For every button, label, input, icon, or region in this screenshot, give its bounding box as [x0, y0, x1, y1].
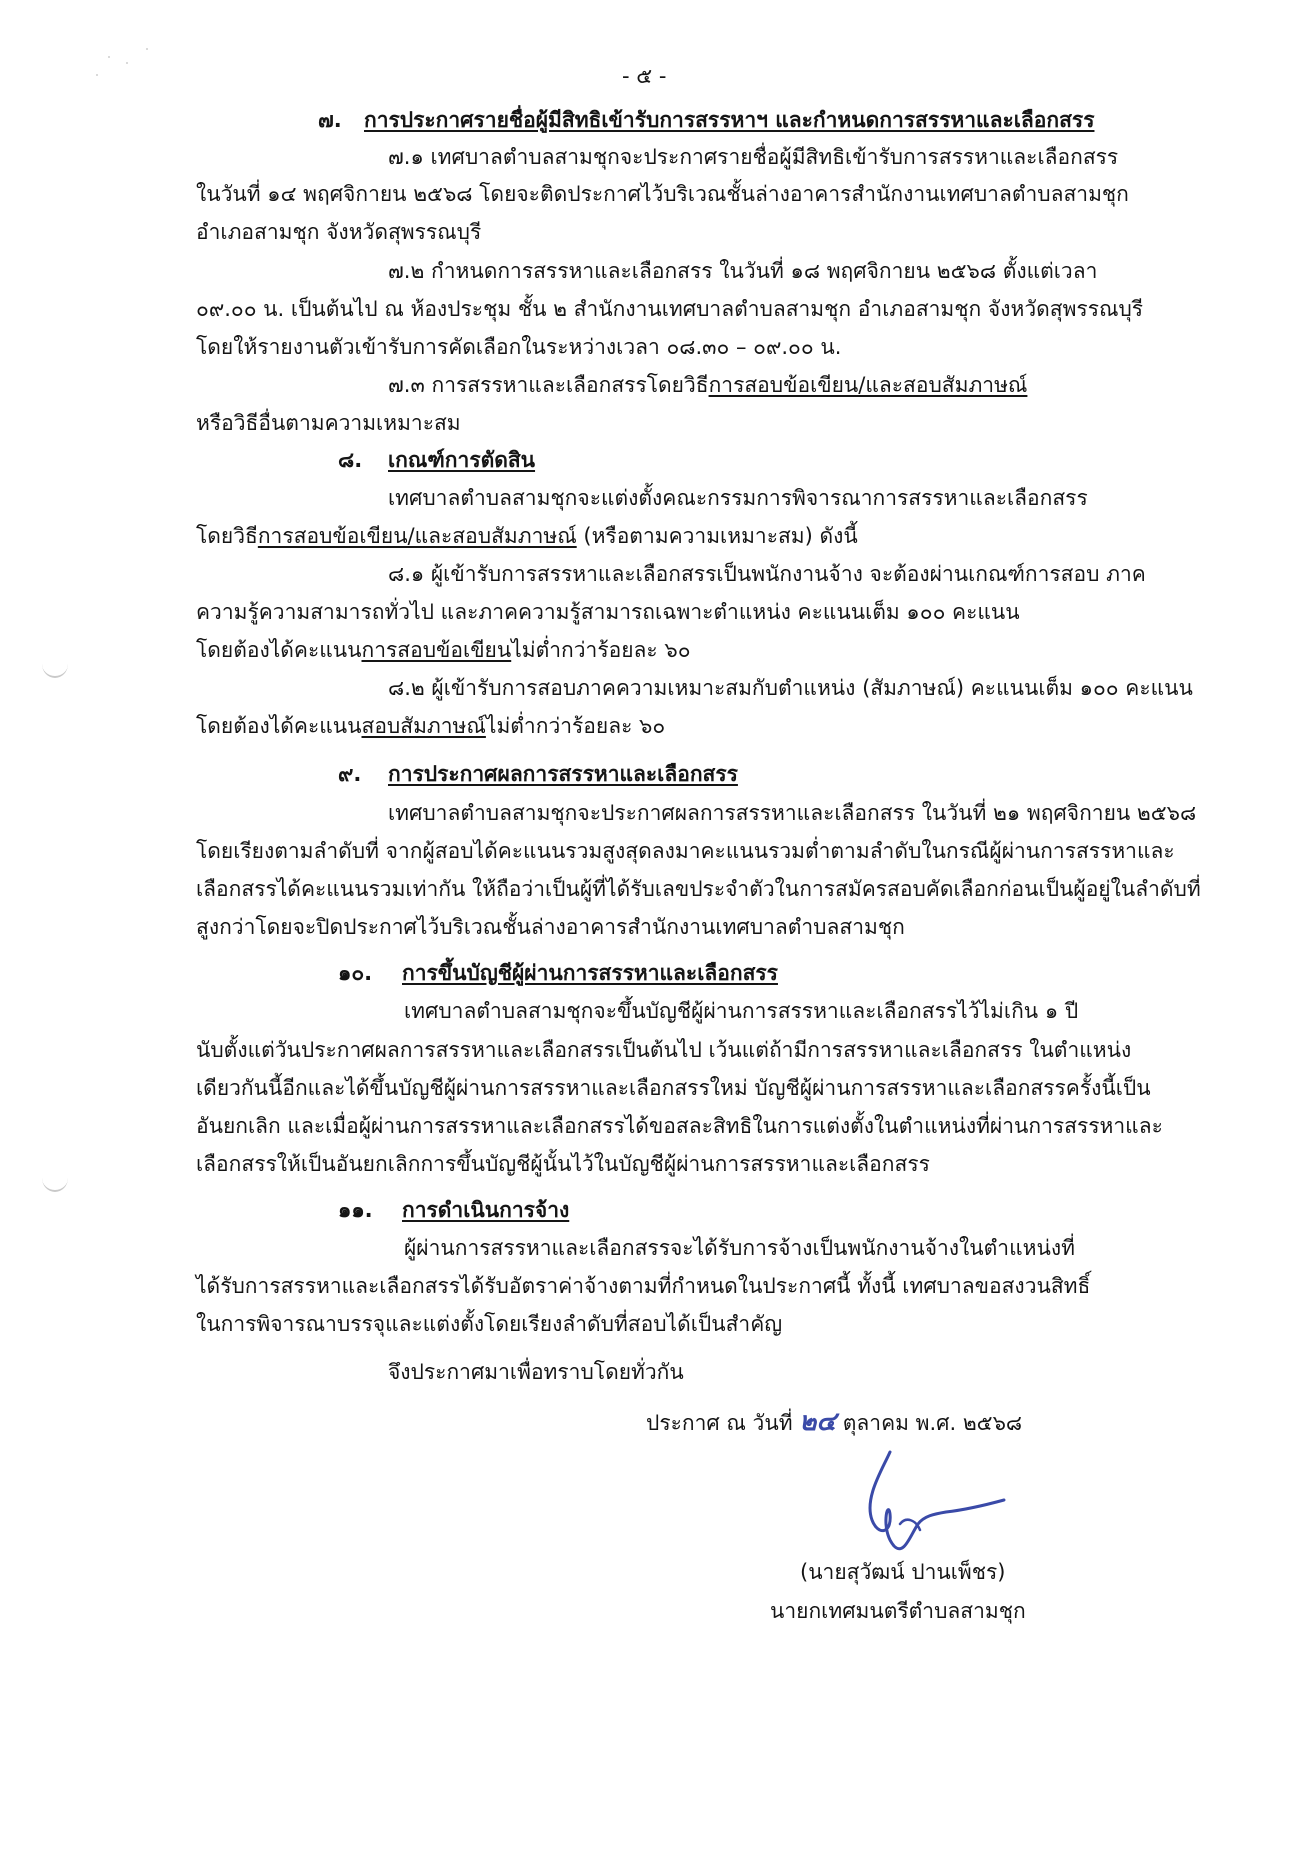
section-11-number: ๑๑. [338, 1198, 373, 1222]
section-8-2-interview: สอบสัมภาษณ์ [361, 714, 486, 738]
section-11-heading: การดำเนินการจ้าง [402, 1198, 570, 1222]
section-8-1-line-3 [196, 636, 691, 664]
section-10-line-5: เลือกสรรให้เป็นอันยกเลิกการขึ้นบัญชีผู้นั้นไว้ในบัญชีผู้ผ่านการสรรหาและเลือกสรร [196, 1152, 930, 1176]
section-7-heading: การประกาศรายชื่อผู้มีสิทธิเข้ารับการสรรหาฯ และกำหนดการสรรหาและเลือกสรร [364, 108, 1095, 132]
section-8-2-tail: ไม่ต่ำกว่าร้อยละ ๖๐ [485, 714, 666, 738]
section-8-number: ๘. [338, 448, 363, 472]
announcement-month-year: ตุลาคม พ.ศ. ๒๕๖๘ [842, 1411, 1023, 1435]
announcement-date [646, 1408, 1022, 1437]
section-7-2-line-1: ๗.๒ กำหนดการสรรหาและเลือกสรร ในวันที่ ๑๘ พฤศจิกายน ๒๕๖๘ ตั้งแต่เวลา [388, 259, 1098, 283]
section-11-line-2: ได้รับการสรรหาและเลือกสรรได้รับอัตราค่าจ้างตามที่กำหนดในประกาศนี้ ทั้งนี้ เทศบาลขอสงวนสิทธิ์ [196, 1274, 1091, 1298]
section-7-1-line-1: ๗.๑ เทศบาลตำบลสามชุกจะประกาศรายชื่อผู้มีสิทธิเข้ารับการสรรหาและเลือกสรร [388, 145, 1119, 169]
section-8-intro-line-1: เทศบาลตำบลสามชุกจะแต่งตั้งคณะกรรมการพิจารณาการสรรหาและเลือกสรร [388, 486, 1088, 510]
section-8-2-text: โดยต้องได้คะแนน [196, 714, 362, 738]
section-8-intro-method: การสอบข้อเขียน/และสอบสัมภาษณ์ [257, 524, 577, 548]
section-8-intro-tail: (หรือตามความเหมาะสม) ดังนี้ [576, 524, 858, 548]
section-9-number: ๙. [338, 762, 362, 786]
section-10-line-3: เดียวกันนี้อีกและได้ขึ้นบัญชีผู้ผ่านการสรรหาและเลือกสรรใหม่ บัญชีผู้ผ่านการสรรหาและเลือกสรรครั้งนี้เป็น [196, 1076, 1151, 1100]
section-8-1-text: โดยต้องได้คะแนน [196, 638, 362, 662]
section-9-line-1: เทศบาลตำบลสามชุกจะประกาศผลการสรรหาและเลือกสรร ในวันที่ ๒๑ พฤศจิกายน ๒๕๖๘ [388, 801, 1197, 825]
section-9-line-4: สูงกว่าโดยจะปิดประกาศไว้บริเวณชั้นล่างอาคารสำนักงานเทศบาลตำบลสามชุก [196, 915, 905, 939]
signer-name: (นายสุวัฒน์ ปานเพ็ชร) [800, 1560, 1006, 1584]
section-9-line-2: โดยเรียงตามลำดับที่ จากผู้สอบได้คะแนนรวมสูงสุดลงมาคะแนนรวมต่ำตามลำดับในกรณีผู้ผ่านการสรรหาและ [196, 839, 1175, 863]
section-8-heading: เกณฑ์การตัดสิน [388, 448, 536, 472]
closing-statement: จึงประกาศมาเพื่อทราบโดยทั่วกัน [388, 1360, 684, 1384]
section-8-intro-text: โดยวิธี [196, 524, 258, 548]
section-7-2-line-2: ๐๙.๐๐ น. เป็นต้นไป ณ ห้องประชุม ชั้น ๒ สำนักงานเทศบาลตำบลสามชุก อำเภอสามชุก จังหวัดสุพรรณบุรี [196, 297, 1144, 321]
section-9-heading: การประกาศผลการสรรหาและเลือกสรร [388, 762, 738, 786]
punch-hole-mark-bottom [42, 1164, 68, 1192]
section-10-line-1: เทศบาลตำบลสามชุกจะขึ้นบัญชีผู้ผ่านการสรรหาและเลือกสรรไว้ไม่เกิน ๑ ปี [404, 999, 1079, 1023]
section-8-1-line-2: ความรู้ความสามารถทั่วไป และภาคความรู้สามารถเฉพาะตำแหน่ง คะแนนเต็ม ๑๐๐ คะแนน [196, 600, 1020, 624]
section-11-line-1: ผู้ผ่านการสรรหาและเลือกสรรจะได้รับการจ้างเป็นพนักงานจ้างในตำแหน่งที่ [404, 1236, 1075, 1260]
section-7-3-text: ๗.๓ การสรรหาและเลือกสรรโดยวิธี [388, 373, 709, 397]
section-8-1-written-exam: การสอบข้อเขียน [361, 638, 512, 662]
section-8-1-line-1: ๘.๑ ผู้เข้ารับการสรรหาและเลือกสรรเป็นพนักงานจ้าง จะต้องผ่านเกณฑ์การสอบ ภาค [388, 562, 1146, 586]
section-8-1-tail: ไม่ต่ำกว่าร้อยละ ๖๐ [511, 638, 691, 662]
signer-title: นายกเทศมนตรีตำบลสามชุก [770, 1599, 1026, 1623]
section-7-1-line-2: ในวันที่ ๑๔ พฤศจิกายน ๒๕๖๘ โดยจะติดประกาศไว้บริเวณชั้นล่างอาคารสำนักงานเทศบาลตำบลสามชุก [196, 182, 1129, 206]
section-8-2-line-1: ๘.๒ ผู้เข้ารับการสอบภาคความเหมาะสมกับตำแหน่ง (สัมภาษณ์) คะแนนเต็ม ๑๐๐ คะแนน [388, 676, 1193, 700]
section-11-line-3: ในการพิจารณาบรรจุและแต่งตั้งโดยเรียงลำดับที่สอบได้เป็นสำคัญ [196, 1312, 783, 1336]
section-7-1-line-3: อำเภอสามชุก จังหวัดสุพรรณบุรี [196, 220, 482, 244]
section-10-line-4: อันยกเลิก และเมื่อผู้ผ่านการสรรหาและเลือกสรรได้ขอสละสิทธิในการแต่งตั้งในตำแหน่งที่ผ่านการสรรหาและ [196, 1114, 1163, 1138]
announcement-prefix: ประกาศ ณ วันที่ [646, 1411, 793, 1435]
handwritten-day: ๒๔ [799, 1407, 837, 1437]
section-7-number: ๗. [318, 108, 342, 132]
section-10-heading: การขึ้นบัญชีผู้ผ่านการสรรหาและเลือกสรร [402, 961, 778, 985]
section-10-line-2: นับตั้งแต่วันประกาศผลการสรรหาและเลือกสรรเป็นต้นไป เว้นแต่ถ้ามีการสรรหาและเลือกสรร ในตำแหน่ง [196, 1038, 1132, 1062]
section-8-intro-line-2 [196, 522, 858, 550]
section-8-2-line-2 [196, 712, 665, 740]
section-7-2-line-3: โดยให้รายงานตัวเข้ารับการคัดเลือกในระหว่างเวลา ๐๘.๓๐ – ๐๙.๐๐ น. [196, 335, 842, 359]
section-9-line-3: เลือกสรรได้คะแนนรวมเท่ากัน ให้ถือว่าเป็นผู้ที่ได้รับเลขประจำตัวในการสมัครสอบคัดเลือกก่อนเป็นผู้อยู่ในลำดับที่ [196, 877, 1201, 901]
page-number: - ๕ - [622, 64, 667, 88]
punch-hole-mark-top [42, 650, 68, 678]
section-7-3-line-2: หรือวิธีอื่นตามความเหมาะสม [196, 411, 461, 435]
section-7-3-method: การสอบข้อเขียน/และสอบสัมภาษณ์ [708, 373, 1028, 397]
section-7-3-line-1 [388, 371, 1027, 399]
section-10-number: ๑๐. [338, 961, 373, 985]
handwritten-signature [860, 1450, 1010, 1560]
